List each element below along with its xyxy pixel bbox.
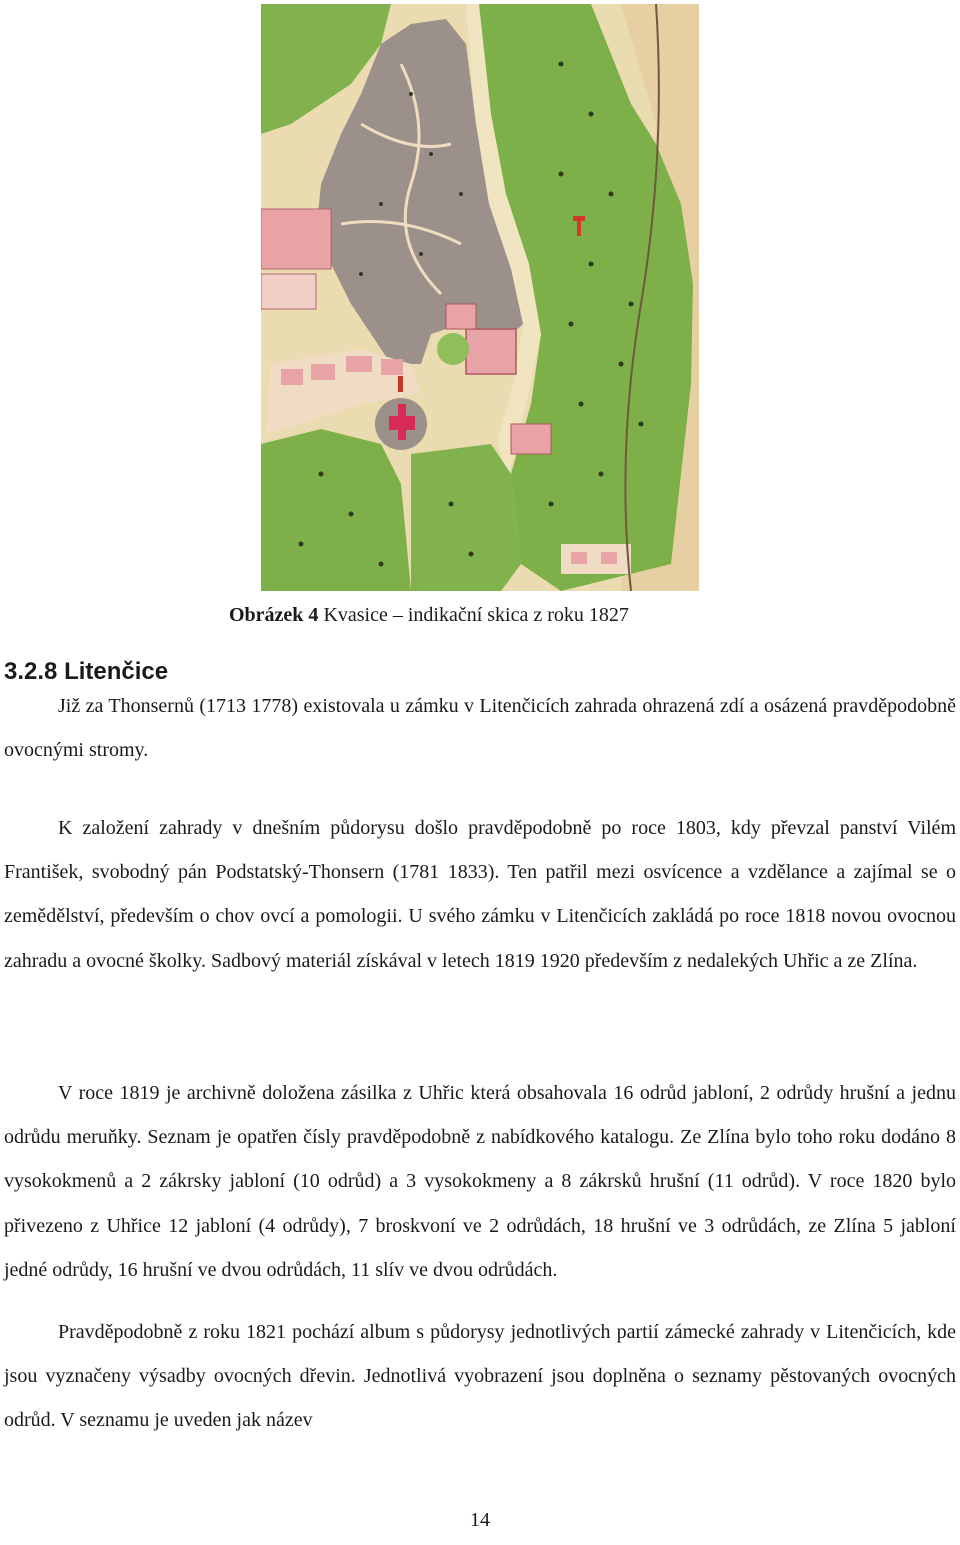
map-figure <box>261 4 699 591</box>
historical-map-image <box>261 4 699 591</box>
paragraph: Pravděpodobně z roku 1821 pochází album s půdorysy jednotlivých partií zámecké zahrady v Litenčicích, kde jsou vyznačeny výsadby ovocných dřevin. Jednotlivá vyobrazení jsou doplněna o seznamy pěstovaných ovocných odrůd. V seznamu je uveden jak název <box>4 1321 956 1432</box>
section-heading <box>4 658 168 686</box>
caption-text: Kvasice – indikační skica z roku 1827 <box>323 604 629 626</box>
paragraph: Již za Thonsernů (1713 1778) existovala u zámku v Litenčicích zahrada ohrazená zdí a osázená pravděpodobně ovocnými stromy. <box>4 695 956 762</box>
paragraph: V roce 1819 je archivně doložena zásilka z Uhřic která obsahovala 16 odrůd jabloní, 2 odrůdy hrušní a jednu odrůdu meruňky. Seznam je opatřen čísly pravděpodobně z nabídkového katalogu. Ze Zlína bylo toho roku dodáno 8 vysokokmenů a 2 zákrsky jabloní (10 odrůd) a 3 vysokokmeny a 8 zákrsků hrušní (11 odrůd). V roce 1820 bylo přivezeno z Uhřice 12 jabloní (4 odrůdy), 7 broskvoní ve 2 odrůdách, 18 hrušní ve 3 odrůdách, ze Zlína 5 jabloní jedné odrůdy, 16 hrušní ve dvou odrůdách, 11 slív ve dvou odrůdách. <box>4 1082 956 1281</box>
figure-caption <box>229 604 629 627</box>
section-title: Litenčice <box>64 658 169 685</box>
caption-label: Obrázek 4 <box>229 604 319 626</box>
page-number: 14 <box>470 1509 490 1531</box>
paragraph: K založení zahrady v dnešním půdorysu došlo pravděpodobně po roce 1803, kdy převzal panství Vilém František, svobodný pán Podstatský-Thonsern (1781 1833). Ten patřil mezi osvícence a vzdělance a zajímal se o zemědělství, především o chov ovcí a pomologii. U svého zámku v Litenčicích zakládá po roce 1818 novou ovocnou zahradu a ovocné školky. Sadbový materiál získával v letech 1819 1920 především z nedalekých Uhřic a ze Zlína. <box>4 817 956 972</box>
section-number: 3.2.8 <box>4 658 58 685</box>
